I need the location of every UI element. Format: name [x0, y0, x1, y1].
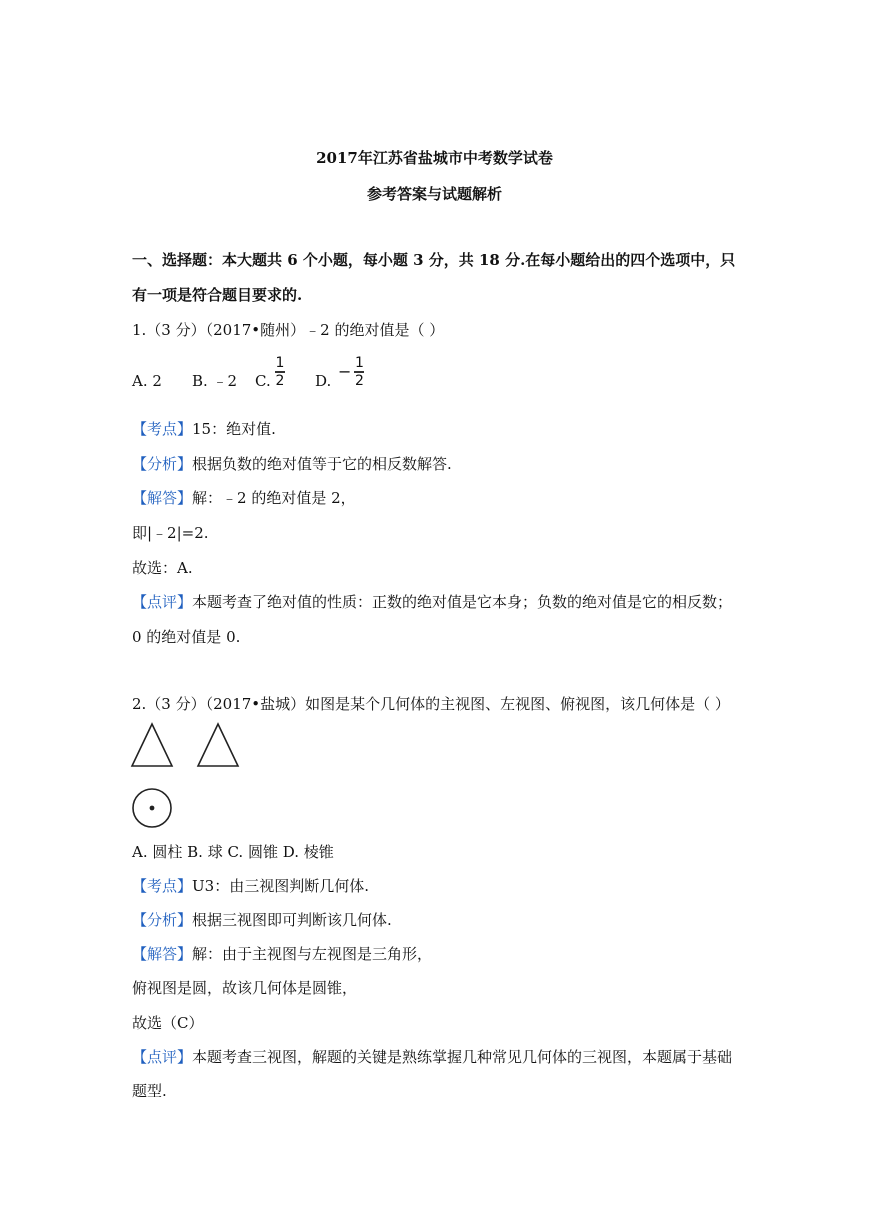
- q2-jieda-tag: 【解答】: [132, 945, 193, 963]
- q2-stem: 2.（3 分）（2017•盐城）如图是某个几何体的主视图、左视图、俯视图，该几何体是（ ）: [132, 695, 730, 713]
- q1-fenxi: [132, 454, 452, 474]
- q2-kaodian-tag: 【考点】: [132, 877, 193, 895]
- center-dot-icon: [150, 806, 155, 811]
- q1-option-c-fraction: [275, 356, 285, 388]
- section-heading-line2: 有一项是符合题目要求的.: [132, 286, 303, 304]
- q2-jieda-text: 解：由于主视图与左视图是三角形，: [192, 945, 433, 963]
- q1-frac-num-d: 1: [354, 355, 364, 371]
- q1-option-c-label: C.: [255, 372, 271, 390]
- q1-dianping: [132, 592, 732, 612]
- q1-fenxi-text: 根据负数的绝对值等于它的相反数解答.: [192, 455, 452, 473]
- q1-neg-sign: −: [338, 362, 352, 382]
- q2-jieda-line2: 俯视图是圆，故该几何体是圆锥，: [132, 979, 358, 997]
- q1-stem: 1.（3 分）（2017•随州）﹣2 的绝对值是（ ）: [132, 321, 445, 339]
- q2-dianping: [132, 1047, 732, 1067]
- q1-fenxi-tag: 【分析】: [132, 455, 193, 473]
- q2-kaodian-text: U3：由三视图判断几何体.: [192, 877, 369, 895]
- q2-dianping-tag: 【点评】: [132, 1048, 193, 1066]
- section-heading-line1: 一、选择题：本大题共 6 个小题，每小题 3 分，共 18 分.在每小题给出的四个选项中，只: [132, 251, 736, 269]
- q2-options: A. 圆柱 B. 球 C. 圆锥 D. 棱锥: [132, 843, 334, 861]
- q1-option-a: A. 2: [132, 372, 162, 390]
- q2-fenxi-tag: 【分析】: [132, 911, 193, 929]
- q1-frac-num: 1: [275, 355, 285, 371]
- front-view-triangle-icon: [132, 724, 172, 766]
- q2-jieda-line3: 故选（C）: [132, 1014, 204, 1032]
- page-subtitle: 参考答案与试题解析: [366, 185, 502, 203]
- q2-top-view-circle: [130, 786, 174, 830]
- q1-frac-den-d: 2: [354, 372, 364, 389]
- page-title: 2017年江苏省盐城市中考数学试卷: [316, 149, 553, 167]
- q1-option-d-fraction: [338, 356, 364, 388]
- q2-jieda: [132, 944, 432, 964]
- q2-kaodian: [132, 876, 369, 896]
- q1-kaodian-text: 15：绝对值.: [192, 420, 276, 438]
- q2-dianping-line2: 题型.: [132, 1082, 167, 1100]
- side-view-triangle-icon: [198, 724, 238, 766]
- q2-dianping-text: 本题考查三视图，解题的关键是熟练掌握几种常见几何体的三视图，本题属于基础: [192, 1048, 733, 1066]
- q1-jieda-tag: 【解答】: [132, 489, 193, 507]
- q1-dianping-line2: 0 的绝对值是 0.: [132, 628, 241, 646]
- q1-dianping-tag: 【点评】: [132, 593, 193, 611]
- q1-option-b: B. ﹣2: [192, 372, 238, 390]
- q1-kaodian-tag: 【考点】: [132, 420, 193, 438]
- q2-fenxi-text: 根据三视图即可判断该几何体.: [192, 911, 392, 929]
- q1-jieda-line3: 故选：A.: [132, 559, 193, 577]
- q2-fenxi: [132, 910, 392, 930]
- q1-frac-den: 2: [275, 372, 285, 389]
- q1-jieda: [132, 488, 356, 508]
- q1-kaodian: [132, 419, 276, 439]
- q1-jieda-line2: 即|﹣2|=2.: [132, 524, 209, 542]
- q1-options: [132, 371, 162, 391]
- q2-three-view-triangles: [130, 722, 242, 770]
- q1-option-d-label: D.: [315, 372, 332, 390]
- q1-jieda-text: 解：﹣2 的绝对值是 2，: [192, 489, 356, 507]
- q1-dianping-text: 本题考查了绝对值的性质：正数的绝对值是它本身；负数的绝对值是它的相反数；: [192, 593, 733, 611]
